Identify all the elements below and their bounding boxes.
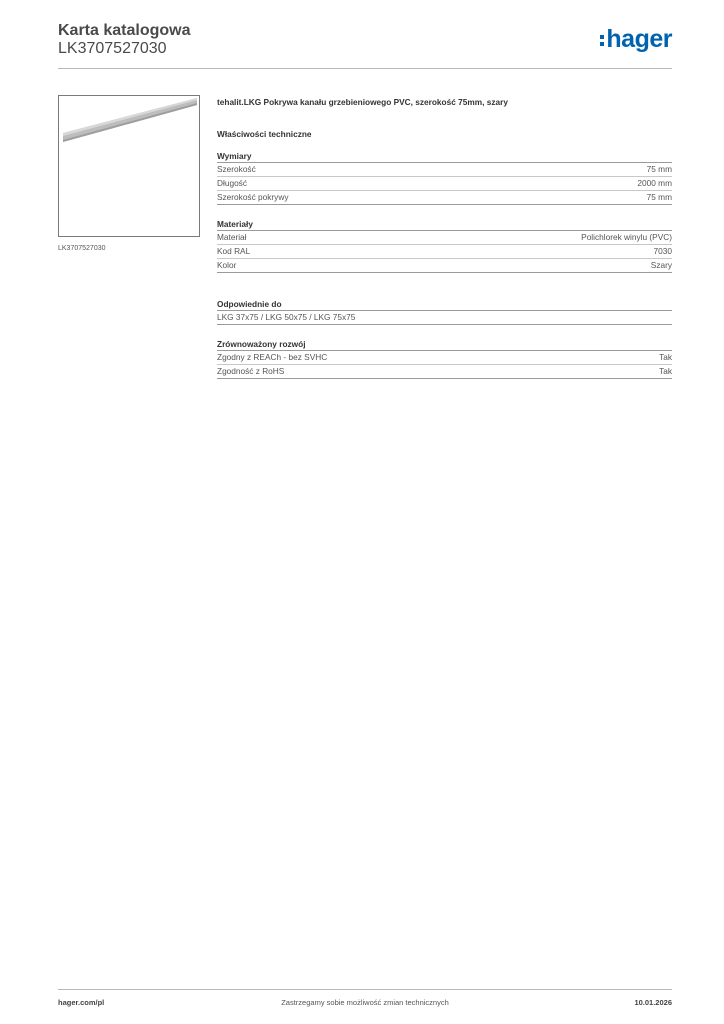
table-row bbox=[217, 191, 672, 205]
row-label: Szerokość pokrywy bbox=[217, 192, 289, 202]
row-value: Szary bbox=[650, 260, 672, 270]
header-divider bbox=[58, 68, 672, 69]
table-row bbox=[217, 351, 672, 365]
footer-website-link[interactable]: hager.com/pl bbox=[58, 998, 105, 1007]
footer-date: 10.01.2026 bbox=[634, 998, 672, 1007]
section-title: Zrównoważony rozwój bbox=[217, 339, 672, 351]
materials-section bbox=[217, 219, 672, 273]
suitable-section bbox=[217, 299, 672, 325]
table-row bbox=[217, 231, 672, 245]
table-row bbox=[217, 365, 672, 379]
logo-dots-icon bbox=[600, 35, 604, 46]
row-label: Materiał bbox=[217, 232, 247, 242]
hager-logo bbox=[600, 26, 672, 52]
logo-text: hager bbox=[606, 24, 672, 53]
row-value: Tak bbox=[659, 352, 672, 362]
row-label: Kolor bbox=[217, 260, 237, 270]
product-description: tehalit.LKG Pokrywa kanału grzebieniowego PVC, szerokość 75mm, szary bbox=[217, 97, 508, 107]
product-image bbox=[58, 95, 200, 237]
row-label: Kod RAL bbox=[217, 246, 251, 256]
product-details bbox=[217, 97, 672, 393]
row-label: Szerokość bbox=[217, 164, 256, 174]
sustainability-section bbox=[217, 339, 672, 379]
document-title: Karta katalogowa bbox=[58, 22, 191, 39]
technical-heading: Właściwości techniczne bbox=[217, 129, 312, 139]
row-label: LKG 37x75 / LKG 50x75 / LKG 75x75 bbox=[217, 312, 356, 322]
table-row bbox=[217, 311, 672, 325]
image-caption: LK3707527030 bbox=[58, 245, 106, 252]
section-title: Odpowiednie do bbox=[217, 299, 672, 311]
footer-disclaimer: Zastrzegamy sobie możliwość zmian technicznych bbox=[281, 998, 449, 1007]
section-title: Wymiary bbox=[217, 151, 672, 163]
table-row bbox=[217, 177, 672, 191]
row-label: Zgodność z RoHS bbox=[217, 366, 285, 376]
section-title: Materiały bbox=[217, 219, 672, 231]
table-row bbox=[217, 259, 672, 273]
row-value: 75 mm bbox=[646, 192, 672, 202]
row-value: Polichlorek winylu (PVC) bbox=[581, 232, 672, 242]
cable-cover-icon bbox=[59, 96, 199, 236]
table-row bbox=[217, 163, 672, 177]
table-row bbox=[217, 245, 672, 259]
row-label: Zgodny z REACh - bez SVHC bbox=[217, 352, 328, 362]
dimensions-section bbox=[217, 151, 672, 205]
footer-divider bbox=[58, 989, 672, 990]
row-value: Tak bbox=[659, 366, 672, 376]
document-code: LK3707527030 bbox=[58, 40, 167, 57]
page-header bbox=[58, 20, 672, 68]
row-value: 7030 bbox=[653, 246, 672, 256]
row-label: Długość bbox=[217, 178, 247, 188]
row-value: 2000 mm bbox=[637, 178, 672, 188]
row-value: 75 mm bbox=[646, 164, 672, 174]
